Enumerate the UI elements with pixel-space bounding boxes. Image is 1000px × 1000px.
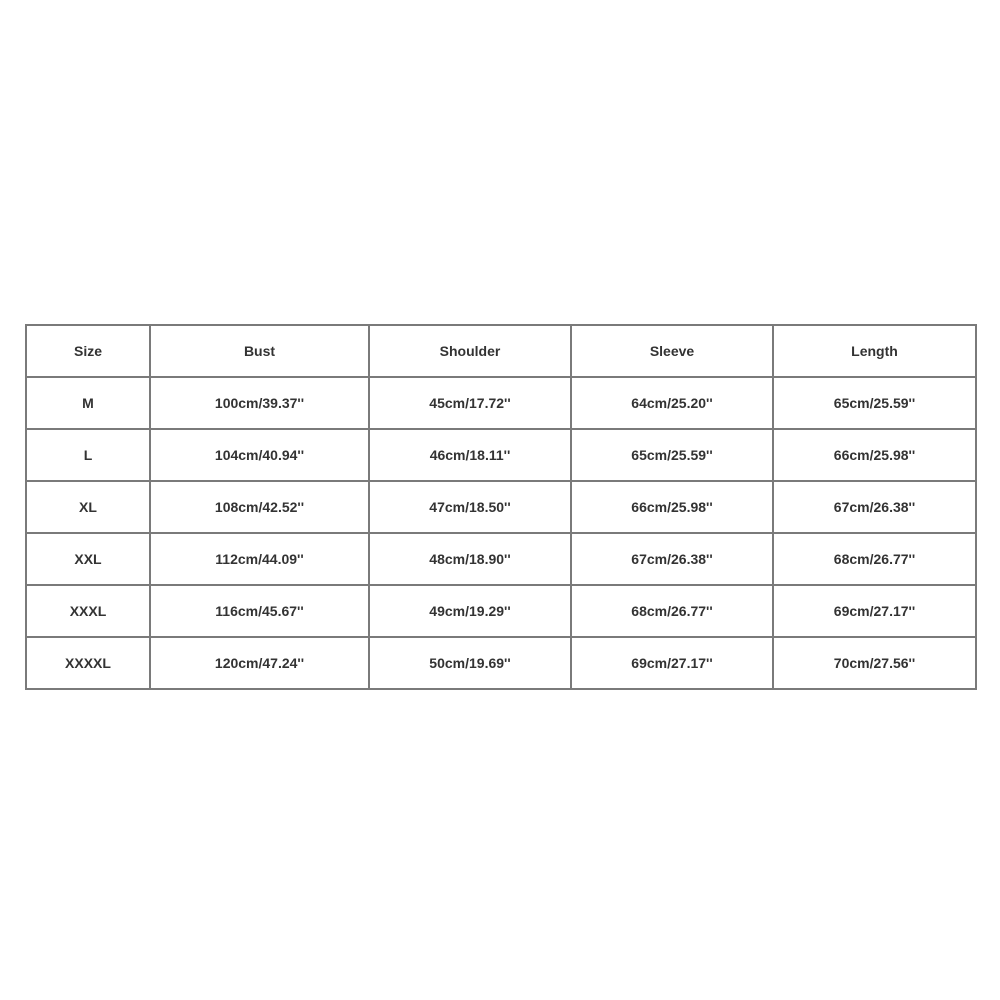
cell-sleeve: 68cm/26.77'' — [571, 585, 773, 637]
cell-size: XXXL — [26, 585, 150, 637]
cell-size: XXL — [26, 533, 150, 585]
cell-bust: 116cm/45.67'' — [150, 585, 369, 637]
header-size: Size — [26, 325, 150, 377]
cell-bust: 108cm/42.52'' — [150, 481, 369, 533]
table-row — [26, 533, 976, 585]
cell-bust: 104cm/40.94'' — [150, 429, 369, 481]
header-length: Length — [773, 325, 976, 377]
cell-length: 66cm/25.98'' — [773, 429, 976, 481]
cell-sleeve: 69cm/27.17'' — [571, 637, 773, 689]
cell-bust: 100cm/39.37'' — [150, 377, 369, 429]
cell-length: 70cm/27.56'' — [773, 637, 976, 689]
cell-shoulder: 50cm/19.69'' — [369, 637, 571, 689]
cell-length: 67cm/26.38'' — [773, 481, 976, 533]
cell-length: 68cm/26.77'' — [773, 533, 976, 585]
cell-sleeve: 65cm/25.59'' — [571, 429, 773, 481]
cell-sleeve: 66cm/25.98'' — [571, 481, 773, 533]
cell-sleeve: 67cm/26.38'' — [571, 533, 773, 585]
header-bust: Bust — [150, 325, 369, 377]
cell-size: XXXXL — [26, 637, 150, 689]
cell-sleeve: 64cm/25.20'' — [571, 377, 773, 429]
table-row — [26, 585, 976, 637]
cell-size: XL — [26, 481, 150, 533]
cell-size: L — [26, 429, 150, 481]
size-chart-table — [25, 324, 977, 690]
cell-length: 69cm/27.17'' — [773, 585, 976, 637]
table-row — [26, 429, 976, 481]
table-row — [26, 377, 976, 429]
table-row — [26, 637, 976, 689]
cell-shoulder: 49cm/19.29'' — [369, 585, 571, 637]
cell-shoulder: 45cm/17.72'' — [369, 377, 571, 429]
header-sleeve: Sleeve — [571, 325, 773, 377]
cell-shoulder: 48cm/18.90'' — [369, 533, 571, 585]
cell-bust: 120cm/47.24'' — [150, 637, 369, 689]
cell-bust: 112cm/44.09'' — [150, 533, 369, 585]
header-shoulder: Shoulder — [369, 325, 571, 377]
cell-shoulder: 46cm/18.11'' — [369, 429, 571, 481]
cell-size: M — [26, 377, 150, 429]
cell-shoulder: 47cm/18.50'' — [369, 481, 571, 533]
cell-length: 65cm/25.59'' — [773, 377, 976, 429]
table-row — [26, 481, 976, 533]
table-header-row — [26, 325, 976, 377]
